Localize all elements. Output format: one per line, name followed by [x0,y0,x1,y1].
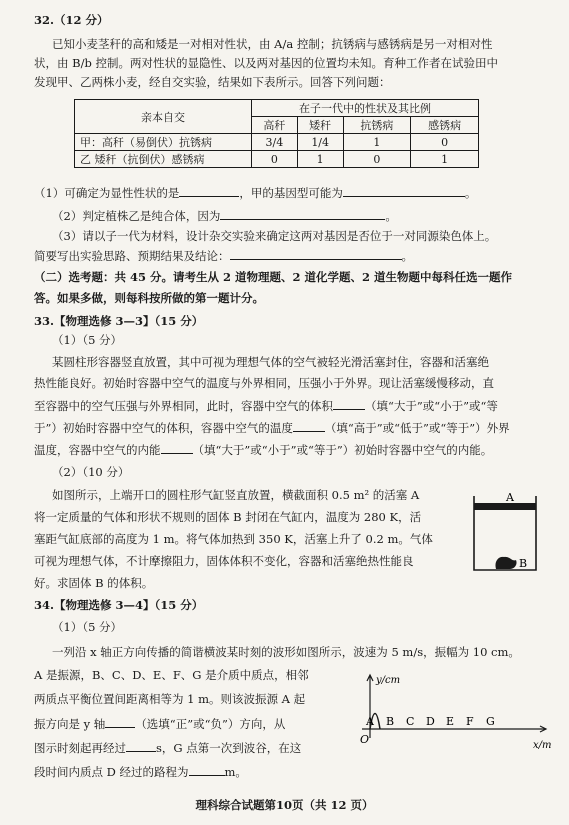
q32-sub2-text-b: 。 [385,209,397,223]
table-cell: 0 [252,151,298,168]
table-col-header: 高秆 [252,117,298,134]
q33-part1-line-5 [34,442,492,458]
q33-text: 至容器中的空气压强与外界相同，此时，容器中空气的体积 [34,399,333,413]
page-footer: 理科综合试题第10页（共 12 页） [195,798,374,812]
q33-part1-line-1: 某圆柱形容器竖直放置，其中可视为理想气体的空气被轻光滑活塞封住，容器和活塞绝 [52,355,489,369]
table-col-header: 矮秆 [297,117,343,134]
wave-point-label: D [426,715,435,728]
wave-point-label: F [466,715,474,728]
q34-line-5 [34,740,301,756]
answer-blank[interactable] [220,208,385,220]
q33-part2-line-2: 将一定质量的气体和形状不规则的固体 B 封闭在气缸内，温度为 280 K，活 [34,510,422,524]
answer-blank[interactable] [189,764,225,776]
y-axis-label: y/cm [376,675,401,686]
wave-point-label: G [486,715,495,728]
wave-point-label: A [366,715,374,728]
q32-sub1-text-b: ，甲的基因型可能为 [239,186,343,200]
piston-label: A [506,491,514,504]
origin-label: O [360,733,370,746]
elective-note-line-2: 答。如果多做，则每科按所做的第一题计分。 [34,291,264,305]
wave-point-label: C [406,715,415,728]
q33-text: 于”）初始时容器中空气的体积，容器中空气的温度 [34,421,293,435]
q34-line-3: 两质点平衡位置间距离相等为 1 m。则该波振源 A 起 [34,692,306,706]
q34-heading: 34.【物理选修 3—4】（15 分） [34,598,204,612]
q33-part2-line-4: 可视为理想气体，不计摩擦阻力，固体体积不变化，容器和活塞绝热性能良 [34,554,414,568]
q33-text: （填“大于”或“小于”或“等 [365,399,498,413]
elective-note-line-1: （二）选考题：共 45 分。请考生从 2 道物理题、2 道化学题、2 道生物题中每科任选一题作 [34,270,513,284]
q34-part1-heading: （1）（5 分） [52,620,123,634]
q33-part2-line-3: 塞距气缸底部的高度为 1 m。将气体加热到 350 K，活塞上升了 0.2 m。气体 [34,532,433,546]
q33-part2-line-1: 如图所示，上端开口的圆柱形气缸竖直放置，横截面积 0.5 m² 的活塞 A [52,488,420,502]
q32-sub2-text-a: （2）判定植株乙是纯合体，因为 [52,209,221,223]
table-cell: 1 [297,151,343,168]
q33-part2-line-5: 好。求固体 B 的体积。 [34,576,154,590]
q34-text: 段时间内质点 D 经过的路程为 [34,765,189,779]
q33-part2-heading: （2）（10 分） [52,465,130,479]
table-col-header: 感锈病 [411,117,479,134]
wave-point-label: E [446,715,455,728]
table-header-parent: 亲本自交 [75,100,252,134]
point-labels [365,715,495,728]
table-cell: 3/4 [252,134,298,151]
table-row [75,151,479,168]
answer-blank[interactable] [293,420,325,432]
q34-text: （选填“正”或“负”）方向，从 [135,717,286,731]
q34-text: 振方向是 y 轴 [34,717,106,731]
q32-paragraph-line-2: 状，由 B/b 控制。两对性状的显隐性、以及两对基因的位置均未知。育种工作者在试验田中 [34,56,498,70]
wave-graph-figure [340,670,560,760]
q32-sub1-text-c: 。 [464,186,477,200]
table-cell: 1 [411,151,479,168]
table-cell: 1/4 [297,134,343,151]
q34-line-1: 一列沿 x 轴正方向传播的简谐横波某时刻的波形如图所示，波速为 5 m/s，振幅为 10 cm。 [52,645,520,659]
q33-text: 温度，容器中空气的内能 [34,443,161,457]
q34-line-4 [34,716,285,732]
q33-part1-line-4 [34,420,510,436]
q32-sub3-text-c: 。 [401,249,413,263]
answer-blank[interactable] [105,716,135,728]
q32-sub3-line-2 [34,248,413,264]
q34-line-6 [34,764,247,780]
x-axis-label: x/m [533,740,552,751]
q33-part1-heading: （1）（5 分） [52,333,123,347]
answer-blank[interactable] [161,442,193,454]
solid-label: B [519,557,528,570]
q32-sub3-line-1: （3）请以子一代为材料，设计杂交实验来确定这两对基因是否位于一对同源染色体上。 [52,229,497,243]
q34-line-2: A 是振源，B、C、D、E、F、G 是介质中质点，相邻 [34,668,309,682]
table-row-label: 甲：高秆（易倒伏）抗锈病 [75,134,252,151]
table-col-header: 抗锈病 [343,117,411,134]
piston-a [474,503,536,510]
answer-blank[interactable] [230,248,402,260]
table-cell: 0 [411,134,479,151]
table-header-group: 在子一代中的性状及其比例 [252,100,479,117]
q33-heading: 33.【物理选修 3—3】（15 分） [34,314,204,328]
q33-text: （填“高于”或“低于”或“等于”）外界 [324,421,510,435]
table-cell: 1 [343,134,411,151]
q33-text: （填“大于”或“小于”或“等于”）初始时容器中空气的内能。 [192,443,493,457]
answer-blank[interactable] [179,185,239,197]
q32-heading: 32.（12 分） [34,13,109,27]
q32-sub2 [52,208,397,224]
q32-sub1 [34,185,476,201]
table-row [75,134,479,151]
q33-part1-line-2: 热性能良好。初始时容器中空气的温度与外界相同，压强小于外界。现让活塞缓慢移动，直 [34,376,494,390]
wave-point-label: B [386,715,395,728]
q34-text: m。 [224,765,247,779]
solid-b [495,557,516,569]
q32-paragraph-line-3: 发现甲、乙两株小麦，经自交实验，结果如下表所示。回答下列问题： [34,75,391,89]
q32-sub1-text-a: （1）可确定为显性性状的是 [34,186,180,200]
q34-text: 图示时刻起再经过 [34,741,126,755]
q32-results-table [74,99,479,168]
q32-paragraph-line-1: 已知小麦茎秆的高和矮是一对相对性状，由 A/a 控制；抗锈病与感锈病是另一对相对性 [52,37,493,51]
table-row-label: 乙 矮秆（抗倒伏）感锈病 [75,151,252,168]
q32-sub3-text-b: 简要写出实验思路、预期结果及结论： [34,249,230,263]
answer-blank[interactable] [126,740,156,752]
q34-text: s，G 点第一次到波谷，在这 [156,741,302,755]
gas-cylinder-figure [466,490,546,580]
answer-blank[interactable] [333,398,365,410]
q33-part1-line-3 [34,398,498,414]
table-cell: 0 [343,151,411,168]
answer-blank[interactable] [343,185,465,197]
